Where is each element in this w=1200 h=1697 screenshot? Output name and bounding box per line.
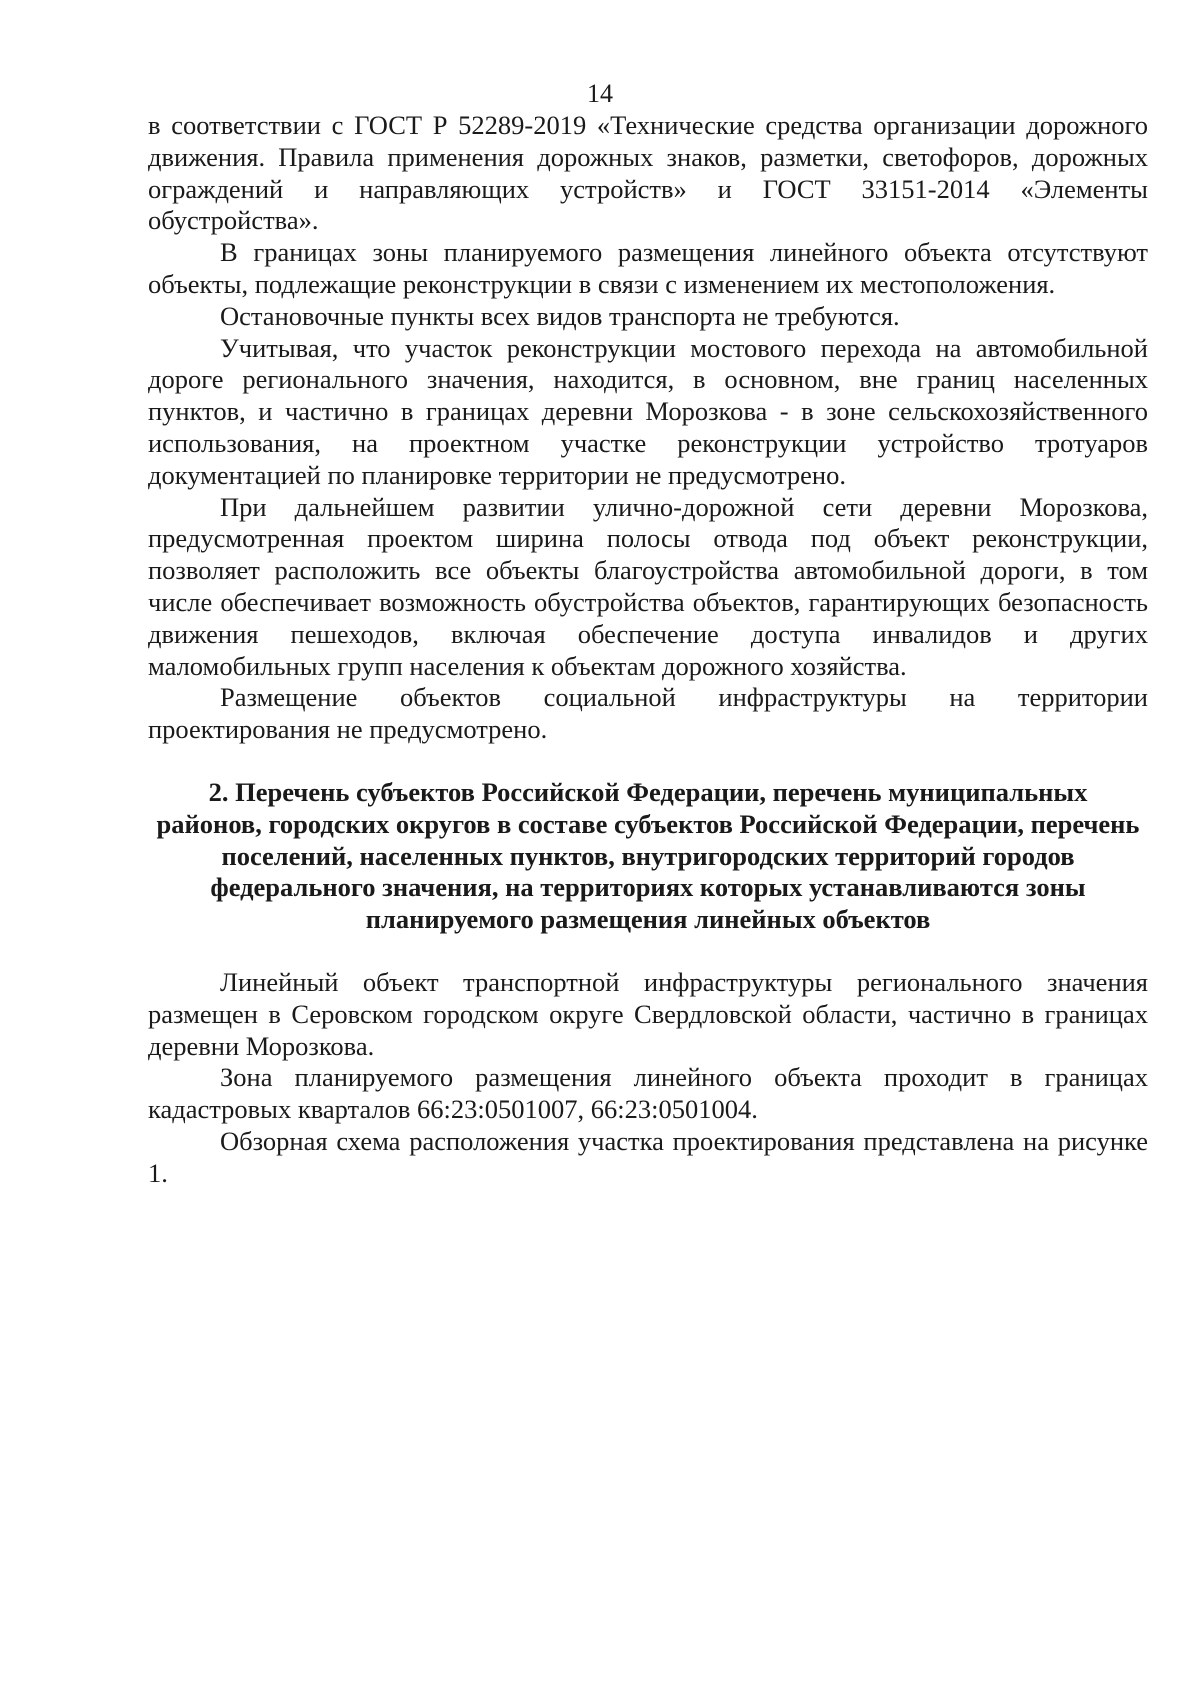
paragraph-object-location: Линейный объект транспортной инфраструктуры регионального значения размещен в Серовском городском округе Свердловской области, частично в границах деревни Морозкова. — [148, 966, 1148, 1061]
paragraph-no-reconstruction-objects: В границах зоны планируемого размещения линейного объекта отсутствуют объекты, подлежащие реконструкции в связи с изменением их местоположения. — [148, 237, 1148, 299]
page-number: 14 — [587, 79, 613, 108]
document-body — [148, 110, 1148, 1190]
paragraph-social-infrastructure: Размещение объектов социальной инфраструктуры на территории проектирования не предусмотрено. — [148, 682, 1148, 745]
section-heading: 2. Перечень субъектов Российской Федерации, перечень муниципальных районов, городских округов в составе субъектов Российской Федерации, перечень поселений, населенных пунктов, внутригородских территорий городов федерального значения, на территориях которых устанавливаются зоны планируемого размещения линейных объектов — [156, 776, 1140, 935]
paragraph-stops-not-required: Остановочные пункты всех видов транспорта не требуются. — [220, 300, 900, 331]
paragraph-overview-scheme: Обзорная схема расположения участка проектирования представлена на рисунке 1. — [148, 1125, 1148, 1188]
paragraph-sidewalks: Учитывая, что участок реконструкции мостового перехода на автомобильной дороге регионального значения, находится, в основном, вне границ населенных пунктов, и частично в границах деревни Морозкова - в зоне сельскохозяйственного использования, на проектном участке реконструкции устройство тротуаров документацией по планировке территории не предусмотрено. — [148, 332, 1148, 490]
paragraph-cadastral-quarters: Зона планируемого размещения линейного объекта проходит в границах кадастровых кварталов 66:23:0501007, 66:23:0501004. — [148, 1062, 1148, 1125]
paragraph-road-network-development: При дальнейшем развитии улично-дорожной сети деревни Морозкова, предусмотренная проектом ширина полосы отвода под объект реконструкции, позволяет расположить все объекты благоустройства автомобильной дороги, в том числе обеспечивает возможность обустройства объектов, гарантирующих безопасность движения пешеходов, включая обеспечение доступа инвалидов и других маломобильных групп населения к объектам дорожного хозяйства. — [148, 491, 1148, 681]
paragraph-gost-continuation: в соответствии с ГОСТ Р 52289-2019 «Технические средства организации дорожного движения. Правила применения дорожных знаков, разметки, светофоров, дорожных ограждений и направляющих устройств» и ГОСТ 33151-2014 «Элементы обустройства». — [148, 110, 1148, 236]
